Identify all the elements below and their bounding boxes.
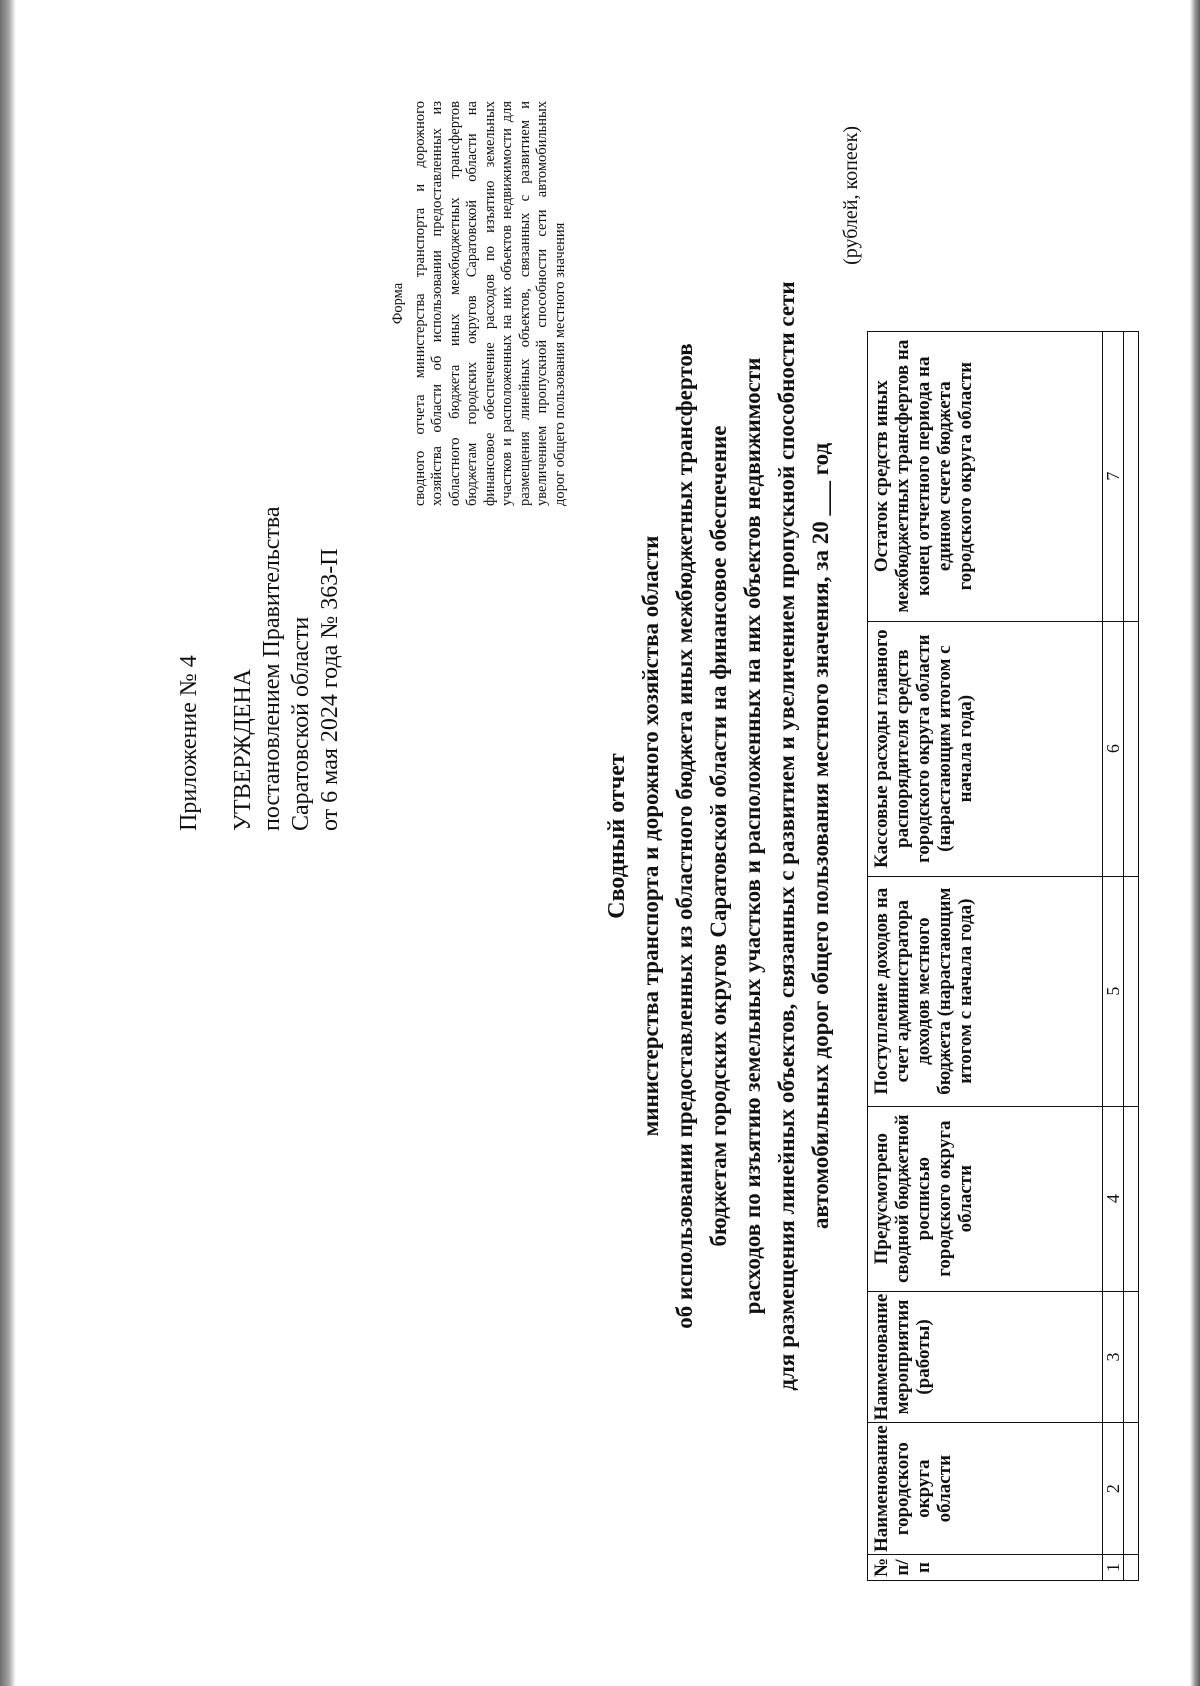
col-number: 7 — [1103, 331, 1124, 621]
col-header-planned: Предусмотрено сводной бюджетной росписью городского округа области — [868, 1106, 1103, 1291]
table-cell — [1124, 1106, 1139, 1291]
title-line: бюджетам городских округов Саратовской области на финансовое обеспечение — [706, 425, 731, 1247]
report-title — [600, 106, 838, 1566]
form-block — [390, 101, 569, 506]
col-header-income: Поступление доходов на счет администратора доходов местного бюджета (нарастающим итогом с начала года) — [868, 876, 1103, 1106]
form-description: сводного отчета министерства транспорта и дорожного хозяйства области об использовании предоставленных из областного бюджета иных межбюджетных трансфертов бюджетам городских округов Саратовской области на финансовое обеспечение расходов по изъятию земельных участков и расположенных на них объектов недвижимости для размещения линейных объектов, связанных с развитием и увеличением пропускной способности сети автомобильных дорог общего пользования местного значения — [411, 101, 568, 506]
col-header-number: № п/п — [868, 1555, 1103, 1581]
form-label: Форма — [390, 282, 406, 325]
table-cell — [1124, 1291, 1139, 1423]
col-number: 2 — [1103, 1423, 1124, 1555]
table-cell — [1124, 331, 1139, 621]
table-cell — [1124, 1555, 1139, 1581]
col-number: 4 — [1103, 1106, 1124, 1291]
appendix-label: Приложение № 4 — [176, 655, 202, 831]
table-row — [1124, 331, 1139, 1580]
col-header-district: Наименование городского округа области — [868, 1423, 1103, 1555]
approved-label: УТВЕРЖДЕНА — [230, 668, 256, 831]
col-number: 3 — [1103, 1291, 1124, 1423]
title-line: для размещения линейных объектов, связанных с развитием и увеличением пропускной способности сети — [774, 281, 799, 1391]
title-line: автомобильных дорог общего пользования местного значения, за 20 ___ год — [808, 442, 833, 1230]
table-cell — [1124, 876, 1139, 1106]
col-number: 5 — [1103, 876, 1124, 1106]
col-header-balance: Остаток средств иных межбюджетных трансфертов на конец отчетного периода на едином счете бюджета городского округа области — [868, 331, 1103, 621]
region-label: Саратовской области — [288, 616, 314, 831]
approved-by: постановлением Правительства — [259, 506, 285, 831]
table-cell — [1124, 1423, 1139, 1555]
approval-block — [175, 271, 345, 831]
title-line: Сводный отчет — [604, 753, 630, 919]
col-number: 1 — [1103, 1555, 1124, 1581]
title-line: об использовании предоставленных из областного бюджета иных межбюджетных трансфертов — [672, 343, 697, 1329]
col-header-expenses: Кассовые расходы главного распорядителя средств городского округа области (нарастающим итогом с начала года) — [868, 621, 1103, 876]
table-cell — [1124, 621, 1139, 876]
decree-label: от 6 мая 2024 года № 363-П — [317, 548, 343, 831]
col-number: 6 — [1103, 621, 1124, 876]
report-table — [867, 331, 1139, 1581]
title-line: министерства транспорта и дорожного хозяйства области — [638, 535, 663, 1137]
title-line: расходов по изъятию земельных участков и расположенных на них объектов недвижимости — [740, 357, 765, 1315]
table-header-row — [868, 331, 1103, 1580]
col-header-activity: Наименование мероприятия (работы) — [868, 1291, 1103, 1423]
table-number-row — [1103, 331, 1124, 1580]
units-label: (рублей, копеек) — [840, 126, 862, 265]
